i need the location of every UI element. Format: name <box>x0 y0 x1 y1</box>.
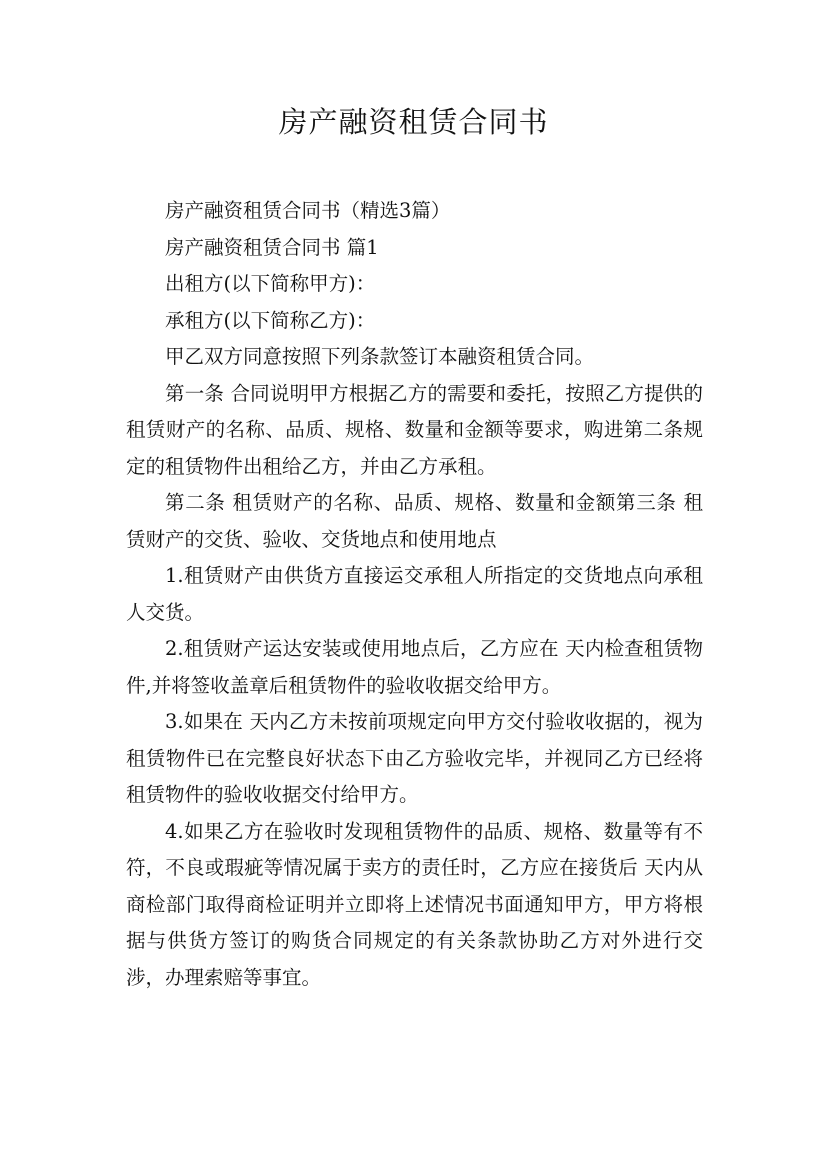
paragraph-item-4: 4.如果乙方在验收时发现租赁物件的品质、规格、数量等有不符，不良或瑕疵等情况属于卖方的责任时，乙方应在接货后 天内从商检部门取得商检证明并立即将上述情况书面通知甲方，甲方将根据与供货方签订的购货合同规定的有关条款协助乙方对外进行交涉，办理索赔等事宜。 <box>126 819 703 989</box>
document-body <box>126 193 703 996</box>
paragraph-section-title: 房产融资租赁合同书 篇1 <box>165 235 379 259</box>
paragraph-item-3: 3.如果在 天内乙方未按前项规定向甲方交付验收收据的，视为租赁物件已在完整良好状态下由乙方验收完毕，并视同乙方已经将租赁物件的验收收据交付给甲方。 <box>126 710 703 806</box>
paragraph-item-1: 1.租赁财产由供货方直接运交承租人所指定的交货地点向承租人交货。 <box>126 564 703 624</box>
paragraph-article-1: 第一条 合同说明甲方根据乙方的需要和委托，按照乙方提供的租赁财产的名称、品质、规格、数量和金额等要求，购进第二条规定的租赁物件出租给乙方，并由乙方承租。 <box>126 381 703 478</box>
paragraph-agreement: 甲乙双方同意按照下列条款签订本融资租赁合同。 <box>165 345 595 368</box>
paragraph-item-2: 2.租赁财产运达安装或使用地点后，乙方应在 天内检查租赁物件,并将签收盖章后租赁物件的验收收据交给甲方。 <box>126 637 703 697</box>
document-title: 房产融资租赁合同书 <box>278 105 549 139</box>
paragraph-lessor: 出租方(以下简称甲方)： <box>165 272 376 295</box>
paragraph-lessee: 承租方(以下简称乙方)： <box>165 308 376 332</box>
paragraph-summary-title: 房产融资租赁合同书（精选3篇） <box>165 199 451 222</box>
paragraph-article-2-3: 第二条 租赁财产的名称、品质、规格、数量和金额第三条 租赁财产的交货、验收、交货地点和使用地点 <box>126 491 703 551</box>
